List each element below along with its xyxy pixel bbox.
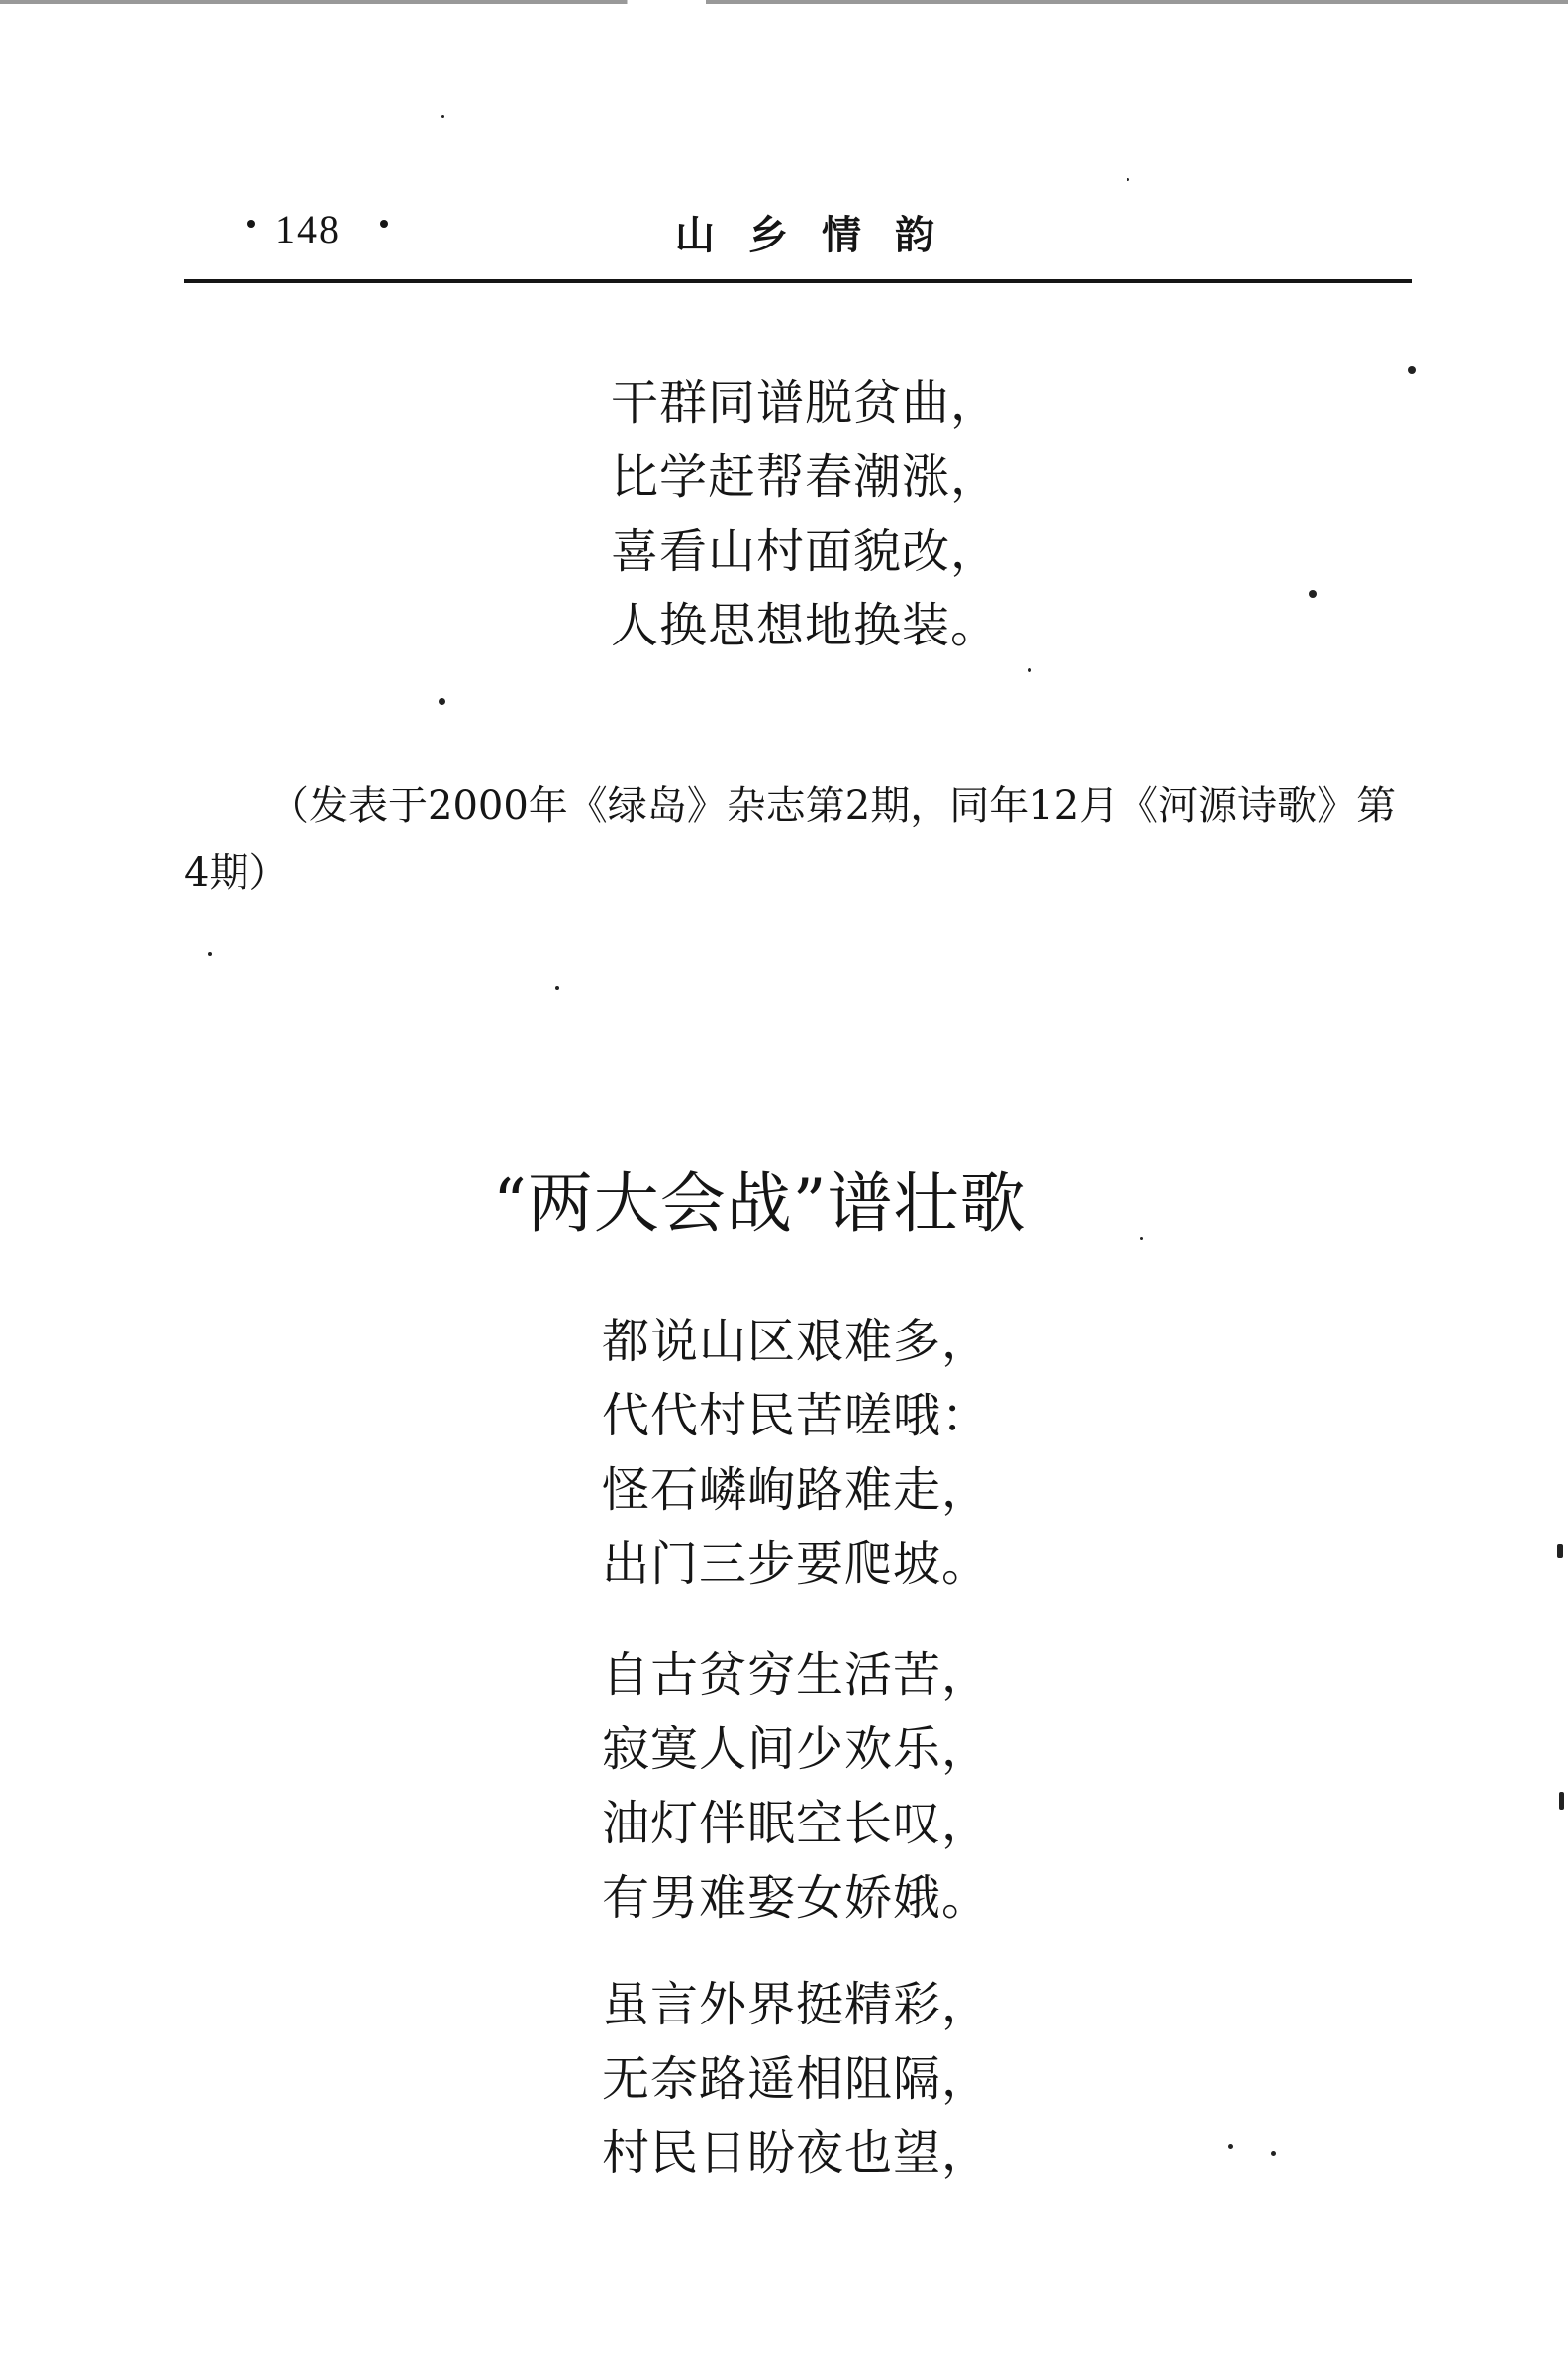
scan-speck	[1127, 178, 1129, 181]
scan-speck	[1228, 2144, 1233, 2149]
verse-line: 油灯伴眠空长叹，	[602, 1796, 991, 1851]
verse-line: 有男难娶女娇娥。	[602, 1870, 991, 1925]
stanza-2	[602, 1638, 990, 1935]
page-number: 148	[275, 207, 341, 251]
scan-speck	[555, 986, 559, 990]
verse-line: 自古贫穷生活苦，	[602, 1647, 991, 1703]
verse-line: 喜看山村面貌改，	[611, 524, 1000, 579]
scan-speck	[1028, 668, 1031, 672]
page-header	[184, 198, 1412, 267]
verse-line: 怪石嶙峋路难走，	[602, 1462, 991, 1518]
verse-line: 无奈路遥相阻隔，	[602, 2051, 991, 2107]
header-dot-left	[247, 220, 255, 228]
scan-edge	[0, 0, 1568, 4]
header-dot-right	[380, 220, 388, 228]
scan-speck	[208, 952, 212, 956]
verse-line: 人换思想地换装。	[611, 598, 1000, 653]
scan-speck	[1140, 1237, 1143, 1240]
previous-poem-ending	[611, 366, 999, 663]
verse-line: 村民日盼夜也望，	[602, 2125, 991, 2181]
verse-line: 都说山区艰难多，	[602, 1314, 991, 1369]
publication-note	[184, 772, 1412, 907]
scan-speck	[1408, 366, 1416, 374]
scan-speck	[1271, 2151, 1276, 2156]
verse-line: 寂寞人间少欢乐，	[602, 1722, 991, 1777]
header-rule	[184, 279, 1412, 283]
verse-line: 干群同谱脱贫曲，	[611, 375, 1000, 431]
scan-speck	[1557, 1544, 1563, 1558]
verse-line: 代代村民苦嗟哦：	[602, 1388, 991, 1443]
scan-speck	[441, 115, 444, 118]
verse-line: 比学赶帮春潮涨，	[611, 449, 1000, 505]
scan-speck	[1309, 590, 1317, 598]
stanza-3	[602, 1968, 990, 2191]
running-title: 山乡情韵	[675, 212, 968, 258]
poem-title: “两大会战”谱壮歌	[493, 1165, 1027, 1241]
scan-speck	[439, 698, 445, 705]
verse-line: 出门三步要爬坡。	[602, 1536, 991, 1592]
note-line: 4期）	[184, 850, 289, 896]
scan-speck	[1559, 1792, 1564, 1810]
note-line: （发表于2000年《绿岛》杂志第2期，同年12月《河源诗歌》第	[269, 783, 1397, 829]
verse-line: 虽言外界挺精彩，	[602, 1977, 991, 2032]
stanza-1	[602, 1305, 990, 1602]
